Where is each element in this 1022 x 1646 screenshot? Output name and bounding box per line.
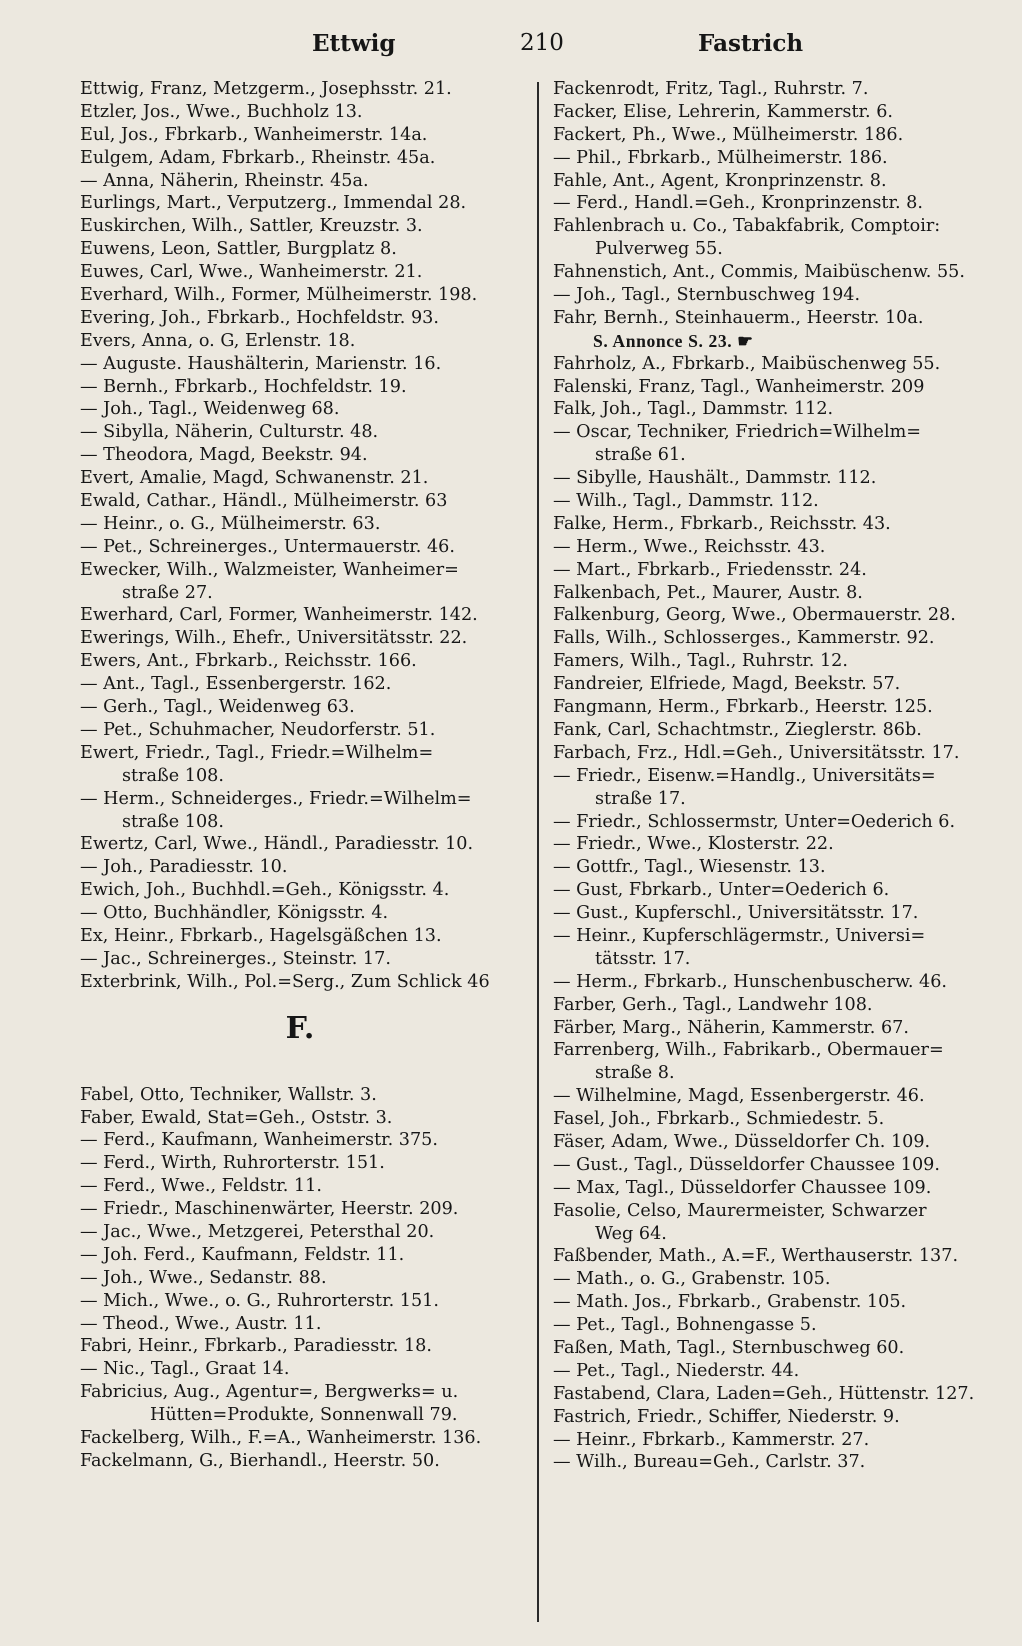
directory-entry: — Mart., Fbrkarb., Friedensstr. 24.	[553, 559, 867, 580]
entry-continuation: straße 27.	[122, 582, 213, 603]
directory-entry: — Friedr., Wwe., Klosterstr. 22.	[553, 834, 834, 855]
entry-continuation: straße 61.	[595, 445, 686, 466]
directory-entry: — Gust., Tagl., Düsseldorfer Chaussee 109.	[553, 1154, 940, 1175]
directory-entry: — Auguste. Haushälterin, Marienstr. 16.	[80, 353, 442, 374]
directory-entry: Fackenrodt, Fritz, Tagl., Ruhrstr. 7.	[553, 79, 869, 99]
directory-entry: Ex, Heinr., Fbrkarb., Hagelsgäßchen 13.	[80, 925, 442, 946]
directory-entry: — Otto, Buchhändler, Königsstr. 4.	[80, 903, 389, 924]
directory-entry: Fastrich, Friedr., Schiffer, Niederstr. 9.	[553, 1406, 900, 1427]
directory-entry: — Ant., Tagl., Essenbergerstr. 162.	[80, 674, 392, 695]
directory-entry: — Herm., Fbrkarb., Hunschenbuscherw. 46.	[553, 971, 948, 992]
entry-continuation: Hütten=Produkte, Sonnenwall 79.	[150, 1405, 458, 1426]
directory-entry: — Ferd., Wwe., Feldstr. 11.	[80, 1176, 322, 1197]
directory-entry: — Jac., Schreinerges., Steinstr. 17.	[80, 948, 391, 969]
directory-entry: Famers, Wilh., Tagl., Ruhrstr. 12.	[553, 651, 848, 672]
directory-entry: — Pet., Tagl., Niederstr. 44.	[553, 1360, 800, 1381]
directory-entry: Everhard, Wilh., Former, Mülheimerstr. 198.	[80, 285, 478, 306]
directory-entry: Fabel, Otto, Techniker, Wallstr. 3.	[80, 1084, 377, 1105]
directory-entry: — Gust., Kupferschl., Universitätsstr. 17.	[553, 903, 919, 924]
directory-entry: Falk, Joh., Tagl., Dammstr. 112.	[553, 399, 834, 420]
directory-entry: — Sibylle, Haushält., Dammstr. 112.	[553, 468, 877, 489]
directory-entry: Fabricius, Aug., Agentur=, Bergwerks= u.	[80, 1382, 459, 1403]
directory-entry: — Sibylla, Näherin, Culturstr. 48.	[80, 422, 379, 443]
directory-entry: — Mich., Wwe., o. G., Ruhrorterstr. 151.	[80, 1290, 439, 1311]
directory-entry: — Gust, Fbrkarb., Unter=Oederich 6.	[553, 880, 890, 901]
directory-entry: — Bernh., Fbrkarb., Hochfeldstr. 19.	[80, 376, 407, 397]
left-column	[80, 78, 520, 1473]
directory-entry: Farrenberg, Wilh., Fabrikarb., Obermauer=	[553, 1040, 944, 1061]
directory-entry: Ewert, Friedr., Tagl., Friedr.=Wilhelm=	[80, 742, 434, 763]
directory-entry: Fahle, Ant., Agent, Kronprinzenstr. 8.	[553, 170, 887, 191]
directory-entry: — Heinr., Fbrkarb., Kammerstr. 27.	[553, 1429, 870, 1450]
right-column	[553, 78, 993, 1474]
directory-entry: Fahnenstich, Ant., Commis, Maibüschenw. 55.	[553, 262, 965, 283]
entry-continuation: straße 108.	[122, 765, 224, 786]
directory-entry: — Herm., Schneiderges., Friedr.=Wilhelm=	[80, 788, 472, 809]
directory-entry: Faßbender, Math., A.=F., Werthauserstr. 137.	[553, 1246, 959, 1267]
directory-entry: — Ferd., Kaufmann, Wanheimerstr. 375.	[80, 1130, 438, 1151]
directory-entry: Fäser, Adam, Wwe., Düsseldorfer Ch. 109.	[553, 1131, 931, 1152]
annonce-reference: S. Annonce S. 23. ☛	[593, 330, 754, 351]
directory-entry: — Phil., Fbrkarb., Mülheimerstr. 186.	[553, 147, 888, 168]
directory-entry: — Ferd., Wirth, Ruhrorterstr. 151.	[80, 1153, 385, 1174]
header-right-keyword: Fastrich	[698, 30, 804, 57]
directory-entry: Evering, Joh., Fbrkarb., Hochfeldstr. 93.	[80, 307, 439, 328]
directory-entry: Färber, Marg., Näherin, Kammerstr. 67.	[553, 1017, 909, 1038]
directory-entry: Fank, Carl, Schachtmstr., Zieglerstr. 86b.	[553, 719, 922, 740]
spacer	[80, 1054, 520, 1084]
directory-entry: Evert, Amalie, Magd, Schwanenstr. 21.	[80, 468, 429, 489]
header-left-keyword: Ettwig	[312, 30, 396, 57]
directory-entry: — Joh. Ferd., Kaufmann, Feldstr. 11.	[80, 1244, 405, 1265]
directory-entry: — Pet., Schuhmacher, Neudorferstr. 51.	[80, 719, 436, 740]
directory-entry: Euwens, Leon, Sattler, Burgplatz 8.	[80, 239, 397, 260]
directory-entry: — Pet., Tagl., Bohnengasse 5.	[553, 1315, 817, 1336]
directory-entry: — Theodora, Magd, Beekstr. 94.	[80, 445, 368, 466]
directory-entry: Fackert, Ph., Wwe., Mülheimerstr. 186.	[553, 124, 904, 145]
directory-entry: Ewerings, Wilh., Ehefr., Universitätsstr. 22.	[80, 628, 468, 649]
directory-entry: — Joh., Tagl., Sternbuschweg 194.	[553, 285, 861, 306]
directory-entry: — Gottfr., Tagl., Wiesenstr. 13.	[553, 857, 826, 878]
directory-entry: — Friedr., Schlossermstr, Unter=Oederich 6.	[553, 811, 956, 832]
directory-entry: — Pet., Schreinerges., Untermauerstr. 46.	[80, 536, 455, 557]
directory-entry: Ewertz, Carl, Wwe., Händl., Paradiesstr. 10.	[80, 834, 474, 855]
section-letter-heading: F.	[285, 1010, 315, 1046]
directory-entry: — Friedr., Eisenw.=Handlg., Universitäts=	[553, 765, 936, 786]
directory-entry: Ewers, Ant., Fbrkarb., Reichsstr. 166.	[80, 651, 417, 672]
entry-continuation: straße 8.	[595, 1063, 675, 1084]
directory-entry: — Jac., Wwe., Metzgerei, Petersthal 20.	[80, 1221, 435, 1242]
directory-entry: Exterbrink, Wilh., Pol.=Serg., Zum Schlick 46	[80, 971, 490, 992]
directory-entry: Fahlenbrach u. Co., Tabakfabrik, Comptoir:	[553, 216, 941, 237]
entry-continuation: Pulverweg 55.	[595, 239, 723, 260]
directory-entry: — Wilh., Bureau=Geh., Carlstr. 37.	[553, 1452, 866, 1473]
directory-entry: — Heinr., o. G., Mülheimerstr. 63.	[80, 513, 381, 534]
directory-entry: — Joh., Paradiesstr. 10.	[80, 857, 288, 878]
directory-entry: Fahrholz, A., Fbrkarb., Maibüschenweg 55.	[553, 353, 941, 374]
directory-entry: Evers, Anna, o. G, Erlenstr. 18.	[80, 330, 356, 351]
directory-entry: — Nic., Tagl., Graat 14.	[80, 1359, 290, 1380]
directory-entry: Falkenburg, Georg, Wwe., Obermauerstr. 28.	[553, 605, 956, 626]
directory-entry: — Theod., Wwe., Austr. 11.	[80, 1313, 322, 1334]
directory-entry: — Joh., Tagl., Weidenweg 68.	[80, 399, 340, 420]
column-divider	[537, 82, 539, 1622]
directory-entry: — Math., o. G., Grabenstr. 105.	[553, 1269, 831, 1290]
directory-entry: Ewerhard, Carl, Former, Wanheimerstr. 142.	[80, 605, 478, 626]
directory-entry: Euwes, Carl, Wwe., Wanheimerstr. 21.	[80, 262, 423, 283]
directory-entry: — Anna, Näherin, Rheinstr. 45a.	[80, 170, 369, 191]
directory-entry: — Herm., Wwe., Reichsstr. 43.	[553, 536, 826, 557]
directory-entry: Eul, Jos., Fbrkarb., Wanheimerstr. 14a.	[80, 124, 428, 145]
entry-continuation: straße 108.	[122, 811, 224, 832]
directory-entry: Facker, Elise, Lehrerin, Kammerstr. 6.	[553, 101, 893, 122]
directory-entry: Fandreier, Elfriede, Magd, Beekstr. 57.	[553, 674, 901, 695]
directory-entry: Falenski, Franz, Tagl., Wanheimerstr. 209	[553, 376, 925, 397]
directory-entry: Ewald, Cathar., Händl., Mülheimerstr. 63	[80, 491, 448, 512]
directory-entry: — Max, Tagl., Düsseldorfer Chaussee 109.	[553, 1177, 932, 1198]
directory-entry: — Oscar, Techniker, Friedrich=Wilhelm=	[553, 422, 922, 443]
directory-entry: Fackelmann, G., Bierhandl., Heerstr. 50.	[80, 1450, 440, 1471]
entry-continuation: straße 17.	[595, 788, 686, 809]
directory-entry: Fackelberg, Wilh., F.=A., Wanheimerstr. 136.	[80, 1427, 482, 1448]
directory-entry: — Ferd., Handl.=Geh., Kronprinzenstr. 8.	[553, 193, 923, 214]
directory-entry: Falkenbach, Pet., Maurer, Austr. 8.	[553, 582, 863, 603]
directory-entry: Euskirchen, Wilh., Sattler, Kreuzstr. 3.	[80, 216, 423, 237]
directory-entry: Fangmann, Herm., Fbrkarb., Heerstr. 125.	[553, 697, 933, 718]
directory-entry: — Math. Jos., Fbrkarb., Grabenstr. 105.	[553, 1292, 907, 1313]
entry-continuation: tätsstr. 17.	[595, 948, 691, 969]
directory-entry: Fasolie, Celso, Maurermeister, Schwarzer	[553, 1200, 927, 1221]
directory-entry: Farber, Gerh., Tagl., Landwehr 108.	[553, 994, 873, 1015]
directory-entry: Falls, Wilh., Schlosserges., Kammerstr. 92.	[553, 628, 935, 649]
directory-entry: Fasel, Joh., Fbrkarb., Schmiedestr. 5.	[553, 1109, 885, 1130]
directory-entry: Faßen, Math, Tagl., Sternbuschweg 60.	[553, 1337, 905, 1358]
directory-entry: — Wilhelmine, Magd, Essenbergerstr. 46.	[553, 1086, 925, 1107]
directory-entry: Fahr, Bernh., Steinhauerm., Heerstr. 10a.	[553, 307, 924, 328]
directory-entry: — Heinr., Kupferschlägermstr., Universi=	[553, 925, 926, 946]
directory-entry: Etzler, Jos., Wwe., Buchholz 13.	[80, 101, 363, 122]
directory-entry: Ewecker, Wilh., Walzmeister, Wanheimer=	[80, 559, 459, 580]
directory-entry: — Wilh., Tagl., Dammstr. 112.	[553, 491, 819, 512]
directory-entry: Eulgem, Adam, Fbrkarb., Rheinstr. 45a.	[80, 147, 436, 168]
directory-entry: Ewich, Joh., Buchhdl.=Geh., Königsstr. 4.	[80, 880, 450, 901]
directory-entry: — Friedr., Maschinenwärter, Heerstr. 209.	[80, 1199, 459, 1220]
directory-entry: Falke, Herm., Fbrkarb., Reichsstr. 43.	[553, 513, 891, 534]
directory-entry: Farbach, Frz., Hdl.=Geh., Universitätsstr. 17.	[553, 742, 960, 763]
directory-entry: — Joh., Wwe., Sedanstr. 88.	[80, 1267, 327, 1288]
directory-entry: Fastabend, Clara, Laden=Geh., Hüttenstr. 127.	[553, 1383, 975, 1404]
directory-entry: Ettwig, Franz, Metzgerm., Josephsstr. 21.	[80, 79, 452, 99]
entry-continuation: Weg 64.	[595, 1223, 667, 1244]
directory-entry: Faber, Ewald, Stat=Geh., Oststr. 3.	[80, 1107, 393, 1128]
directory-entry: Eurlings, Mart., Verputzerg., Immendal 28.	[80, 193, 467, 214]
directory-entry: — Gerh., Tagl., Weidenweg 63.	[80, 697, 355, 718]
directory-entry: Fabri, Heinr., Fbrkarb., Paradiesstr. 18.	[80, 1336, 432, 1357]
page-header	[0, 22, 1022, 62]
page-number: 210	[520, 30, 564, 56]
